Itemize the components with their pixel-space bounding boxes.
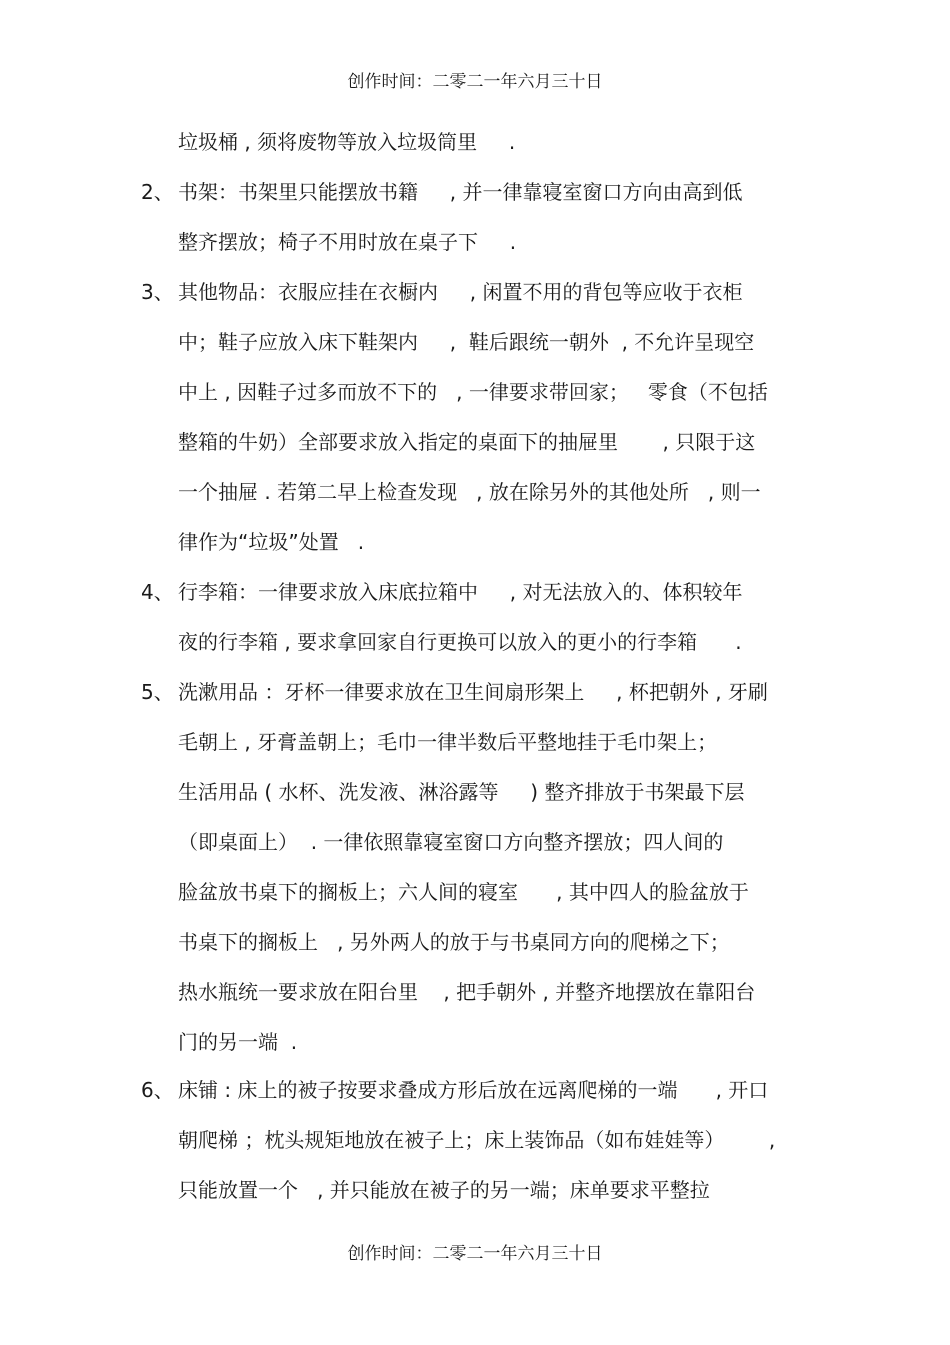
list-number: 5、 (141, 680, 174, 704)
text-line: 其他物品：衣服应挂在衣橱内 , 闲置不用的背包等应收于衣柜 (178, 280, 743, 304)
text-line: 行李箱：一律要求放入床底拉箱中 , 对无法放入的、体积较年 (178, 580, 743, 604)
text-line: 毛朝上 , 牙膏盖朝上；毛巾一律半数后平整地挂于毛巾架上； (178, 730, 718, 754)
list-number: 4、 (141, 580, 174, 604)
text-line: 中上 , 因鞋子过多而放不下的 , 一律要求带回家； 零食（不包括 (178, 380, 768, 404)
text-line: 中；鞋子应放入床下鞋架内 , 鞋后跟统一朝外 , 不允许呈现空 (178, 330, 755, 354)
text-line: 生活用品 ( 水杯、洗发液、淋浴露等 ) 整齐排放于书架最下层 (178, 780, 745, 804)
text-line: 整箱的牛奶）全部要求放入指定的桌面下的抽屉里 , 只限于这 (178, 430, 756, 454)
list-number: 6、 (141, 1078, 174, 1102)
text-line: 垃圾桶 , 须将废物等放入垃圾筒里 . (178, 130, 516, 154)
page-header: 创作时间：二零二一年六月三十日 (347, 72, 603, 92)
text-line: 书桌下的搁板上 , 另外两人的放于与书桌同方向的爬梯之下； (178, 930, 730, 954)
text-line: 整齐摆放；椅子不用时放在桌子下 . (178, 230, 517, 254)
page-footer: 创作时间：二零二一年六月三十日 (347, 1244, 603, 1264)
text-line: 床铺 : 床上的被子按要求叠成方形后放在远离爬梯的一端 , 开口 (178, 1078, 769, 1102)
text-line: 洗漱用品 ：牙杯一律要求放在卫生间扇形架上 , 杯把朝外 , 牙刷 (178, 680, 768, 704)
text-line: 朝爬梯 ；枕头规矩地放在被子上；床上装饰品（如布娃娃等） , (178, 1128, 776, 1152)
list-number: 2、 (141, 180, 174, 204)
text-line: 只能放置一个 , 并只能放在被子的另一端；床单要求平整拉 (178, 1178, 710, 1202)
text-line: 书架：书架里只能摆放书籍 , 并一律靠寝室窗口方向由高到低 (178, 180, 743, 204)
text-line: 脸盆放书桌下的搁板上；六人间的寝室 , 其中四人的脸盆放于 (178, 880, 749, 904)
text-line: 夜的行李箱 , 要求拿回家自行更换可以放入的更小的行李箱 . (178, 630, 742, 654)
text-line: 一个抽屉 . 若第二早上检查发现 , 放在除另外的其他处所 , 则一 (178, 480, 761, 504)
text-line: 律作为“垃圾”处置 . (178, 530, 365, 554)
text-line: （即桌面上） . 一律依照靠寝室窗口方向整齐摆放；四人间的 (178, 830, 724, 854)
text-line: 热水瓶统一要求放在阳台里 , 把手朝外 , 并整齐地摆放在靠阳台 (178, 980, 756, 1004)
list-number: 3、 (141, 280, 174, 304)
text-line: 门的另一端 . (178, 1030, 298, 1054)
